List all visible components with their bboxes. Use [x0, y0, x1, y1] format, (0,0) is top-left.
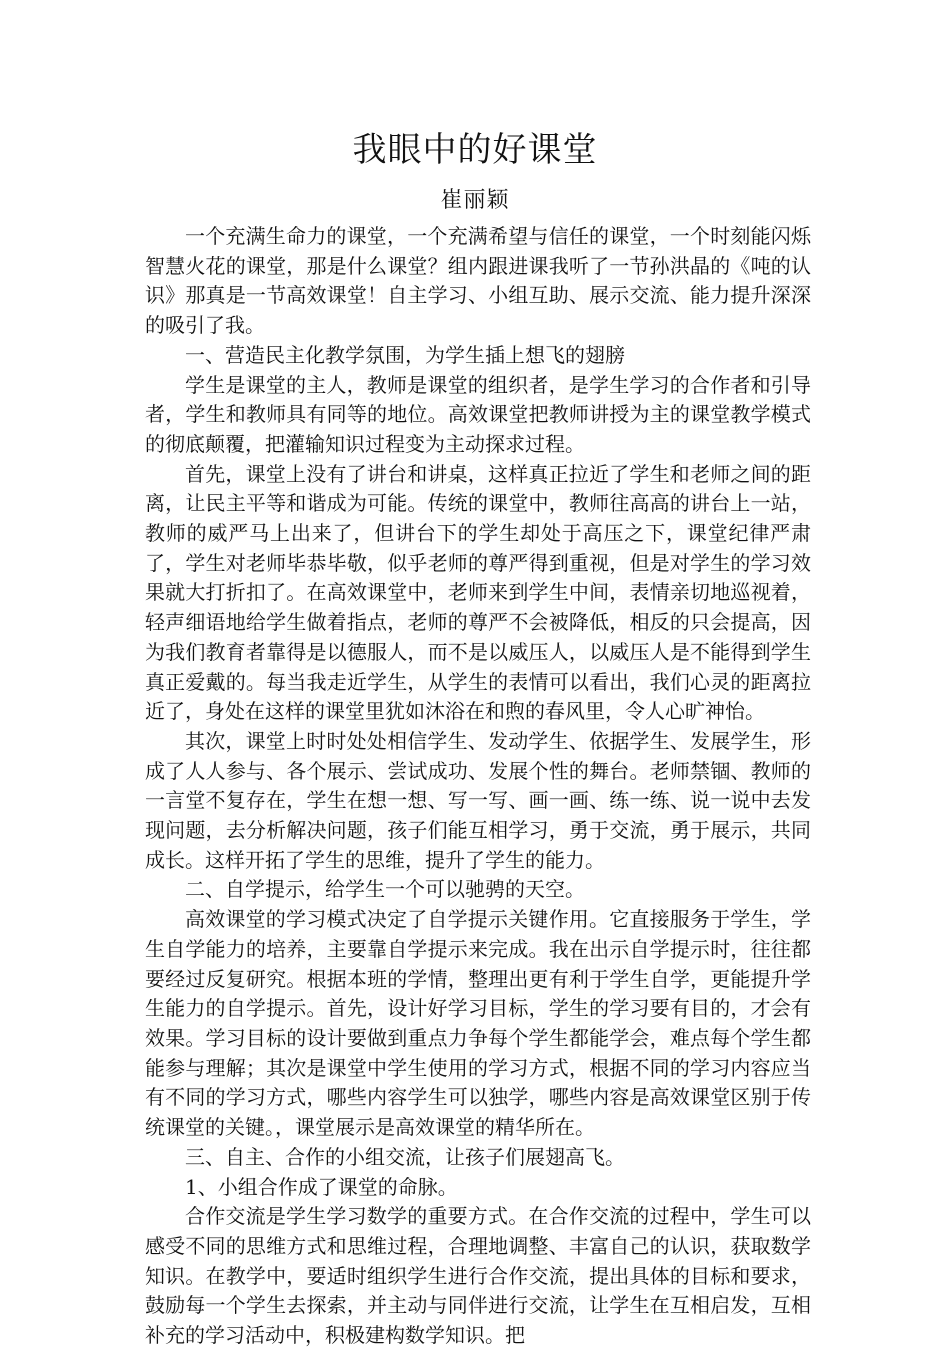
- document-title: 我眼中的好课堂: [352, 130, 598, 170]
- subsection-heading-1: 1、小组合作成了课堂的命脉。: [185, 1174, 458, 1199]
- section-heading-2: 二、自学提示，给学生一个可以驰骋的天空。: [185, 877, 585, 902]
- document-author: 崔丽颖: [440, 188, 510, 213]
- section-heading-3: 三、自主、合作的小组交流，让孩子们展翅高飞。: [185, 1144, 625, 1169]
- paragraph: 其次，课堂上时时处处相信学生、发动学生、依据学生、发展学生，形成了人人参与、各个展示、尝试成功、发展个性的舞台。老师禁锢、教师的一言堂不复存在，学生在想一想、写一写、画一画、练一练、说一说中去发现问题，去分析解决问题，孩子们能互相学习，勇于交流，勇于展示，共同成长。这样开拓了学生的思维，提升了学生的能力。: [145, 728, 811, 872]
- paragraph: 首先，课堂上没有了讲台和讲桌，这样真正拉近了学生和老师之间的距离，让民主平等和谐成为可能。传统的课堂中，教师往高高的讲台上一站，教师的威严马上出来了，但讲台下的学生却处于高压之下，课堂纪律严肃了，学生对老师毕恭毕敬，似乎老师的尊严得到重视，但是对学生的学习效果就大打折扣了。在高效课堂中，老师来到学生中间，表情亲切地巡视着，轻声细语地给学生做着指点，老师的尊严不会被降低，相反的只会提高，因为我们教育者靠得是以德服人，而不是以威压人，以威压人是不能得到学生真正爱戴的。每当我走近学生，从学生的表情可以看出，我们心灵的距离拉近了，身处在这样的课堂里犹如沐浴在和煦的春风里，令人心旷神怡。: [145, 461, 811, 724]
- paragraph-intro: 一个充满生命力的课堂，一个充满希望与信任的课堂，一个时刻能闪烁智慧火花的课堂，那是什么课堂？组内跟进课我听了一节孙洪晶的《吨的认识》那真是一节高效课堂！自主学习、小组互助、展示交流、能力提升深深的吸引了我。: [145, 224, 811, 338]
- paragraph: 学生是课堂的主人，教师是课堂的组织者，是学生学习的合作者和引导者，学生和教师具有同等的地位。高效课堂把教师讲授为主的课堂教学模式的彻底颠覆，把灌输知识过程变为主动探求过程。: [145, 372, 811, 456]
- section-heading-1: 一、营造民主化教学氛围，为学生插上想飞的翅膀: [185, 342, 625, 367]
- document-body: [145, 222, 811, 1351]
- paragraph: 高效课堂的学习模式决定了自学提示关键作用。它直接服务于学生，学生自学能力的培养，主要靠自学提示来完成。我在出示自学提示时，往往都要经过反复研究。根据本班的学情，整理出更有利于学生自学，更能提升学生能力的自学提示。首先，设计好学习目标，学生的学习要有目的，才会有效果。学习目标的设计要做到重点力争每个学生都能学会，难点每个学生都能参与理解；其次是课堂中学生使用的学习方式，根据不同的学习内容应当有不同的学习方式，哪些内容学生可以独学，哪些内容是高效课堂区别于传统课堂的关键。，课堂展示是高效课堂的精华所在。: [145, 907, 811, 1140]
- paragraph: 合作交流是学生学习数学的重要方式。在合作交流的过程中，学生可以感受不同的思维方式和思维过程，合理地调整、丰富自己的认识，获取数学知识。在教学中，要适时组织学生进行合作交流，提出具体的目标和要求，鼓励每一个学生去探索，并主动与同伴进行交流，让学生在互相启发，互相补充的学习活动中，积极建构数学知识。把: [145, 1204, 811, 1348]
